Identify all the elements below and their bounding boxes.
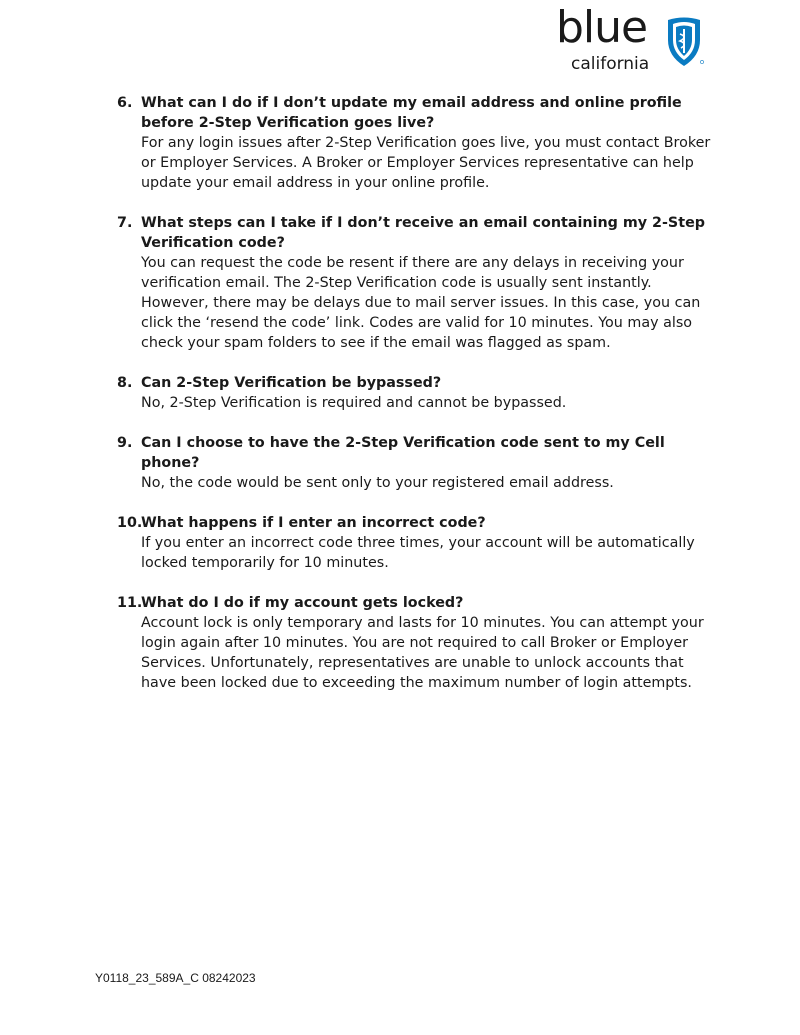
faq-answer: You can request the code be resent if there are any delays in receiving your verification email. The 2-Step Verification code is usually sent instantly. However, there may be delays due to mail server issues. In this case, you can click the ‘resend the code’ link. Codes are valid for 10 minutes. You may also check your spam folders to see if the email was flagged as spam.: [141, 255, 701, 351]
logo-subtitle: california: [571, 54, 650, 74]
logo-wordmark: blue: [556, 2, 648, 53]
faq-item: [117, 513, 717, 573]
faq-list: [117, 93, 717, 713]
shield-icon: [664, 16, 704, 68]
faq-item: [117, 93, 717, 193]
faq-item: [117, 373, 717, 413]
blue-california-logo: [556, 2, 706, 78]
faq-answer: If you enter an incorrect code three times, your account will be automatically locked temporarily for 10 minutes.: [141, 535, 695, 571]
faq-answer: For any login issues after 2-Step Verification goes live, you must contact Broker or Employer Services. A Broker or Employer Services representative can help update your email address in your online profile.: [141, 135, 711, 191]
faq-answer: Account lock is only temporary and lasts for 10 minutes. You can attempt your login again after 10 minutes. You are not required to call Broker or Employer Services. Unfortunately, representatives are unable to unlock accounts that have been locked due to exceeding the maximum number of login attempts.: [141, 615, 704, 691]
faq-number: 9.: [117, 435, 133, 451]
faq-question: What steps can I take if I don’t receive an email containing my 2-Step Verification code?: [141, 215, 705, 251]
faq-answer: No, 2-Step Verification is required and cannot be bypassed.: [141, 395, 567, 411]
faq-question: What can I do if I don’t update my email address and online profile before 2-Step Verification goes live?: [141, 95, 682, 131]
faq-question: Can I choose to have the 2-Step Verification code sent to my Cell phone?: [141, 435, 665, 471]
faq-number: 7.: [117, 215, 133, 231]
faq-number: 8.: [117, 375, 133, 391]
faq-number: 11.: [117, 595, 143, 611]
faq-question: What do I do if my account gets locked?: [141, 595, 464, 611]
faq-question: What happens if I enter an incorrect code?: [141, 515, 486, 531]
faq-question: Can 2-Step Verification be bypassed?: [141, 375, 442, 391]
faq-number: 6.: [117, 95, 133, 111]
faq-number: 10.: [117, 515, 143, 531]
faq-item: [117, 433, 717, 493]
faq-answer: No, the code would be sent only to your registered email address.: [141, 475, 614, 491]
document-code: Y0118_23_589A_C 08242023: [95, 971, 256, 985]
faq-item: [117, 593, 717, 693]
faq-item: [117, 213, 717, 353]
